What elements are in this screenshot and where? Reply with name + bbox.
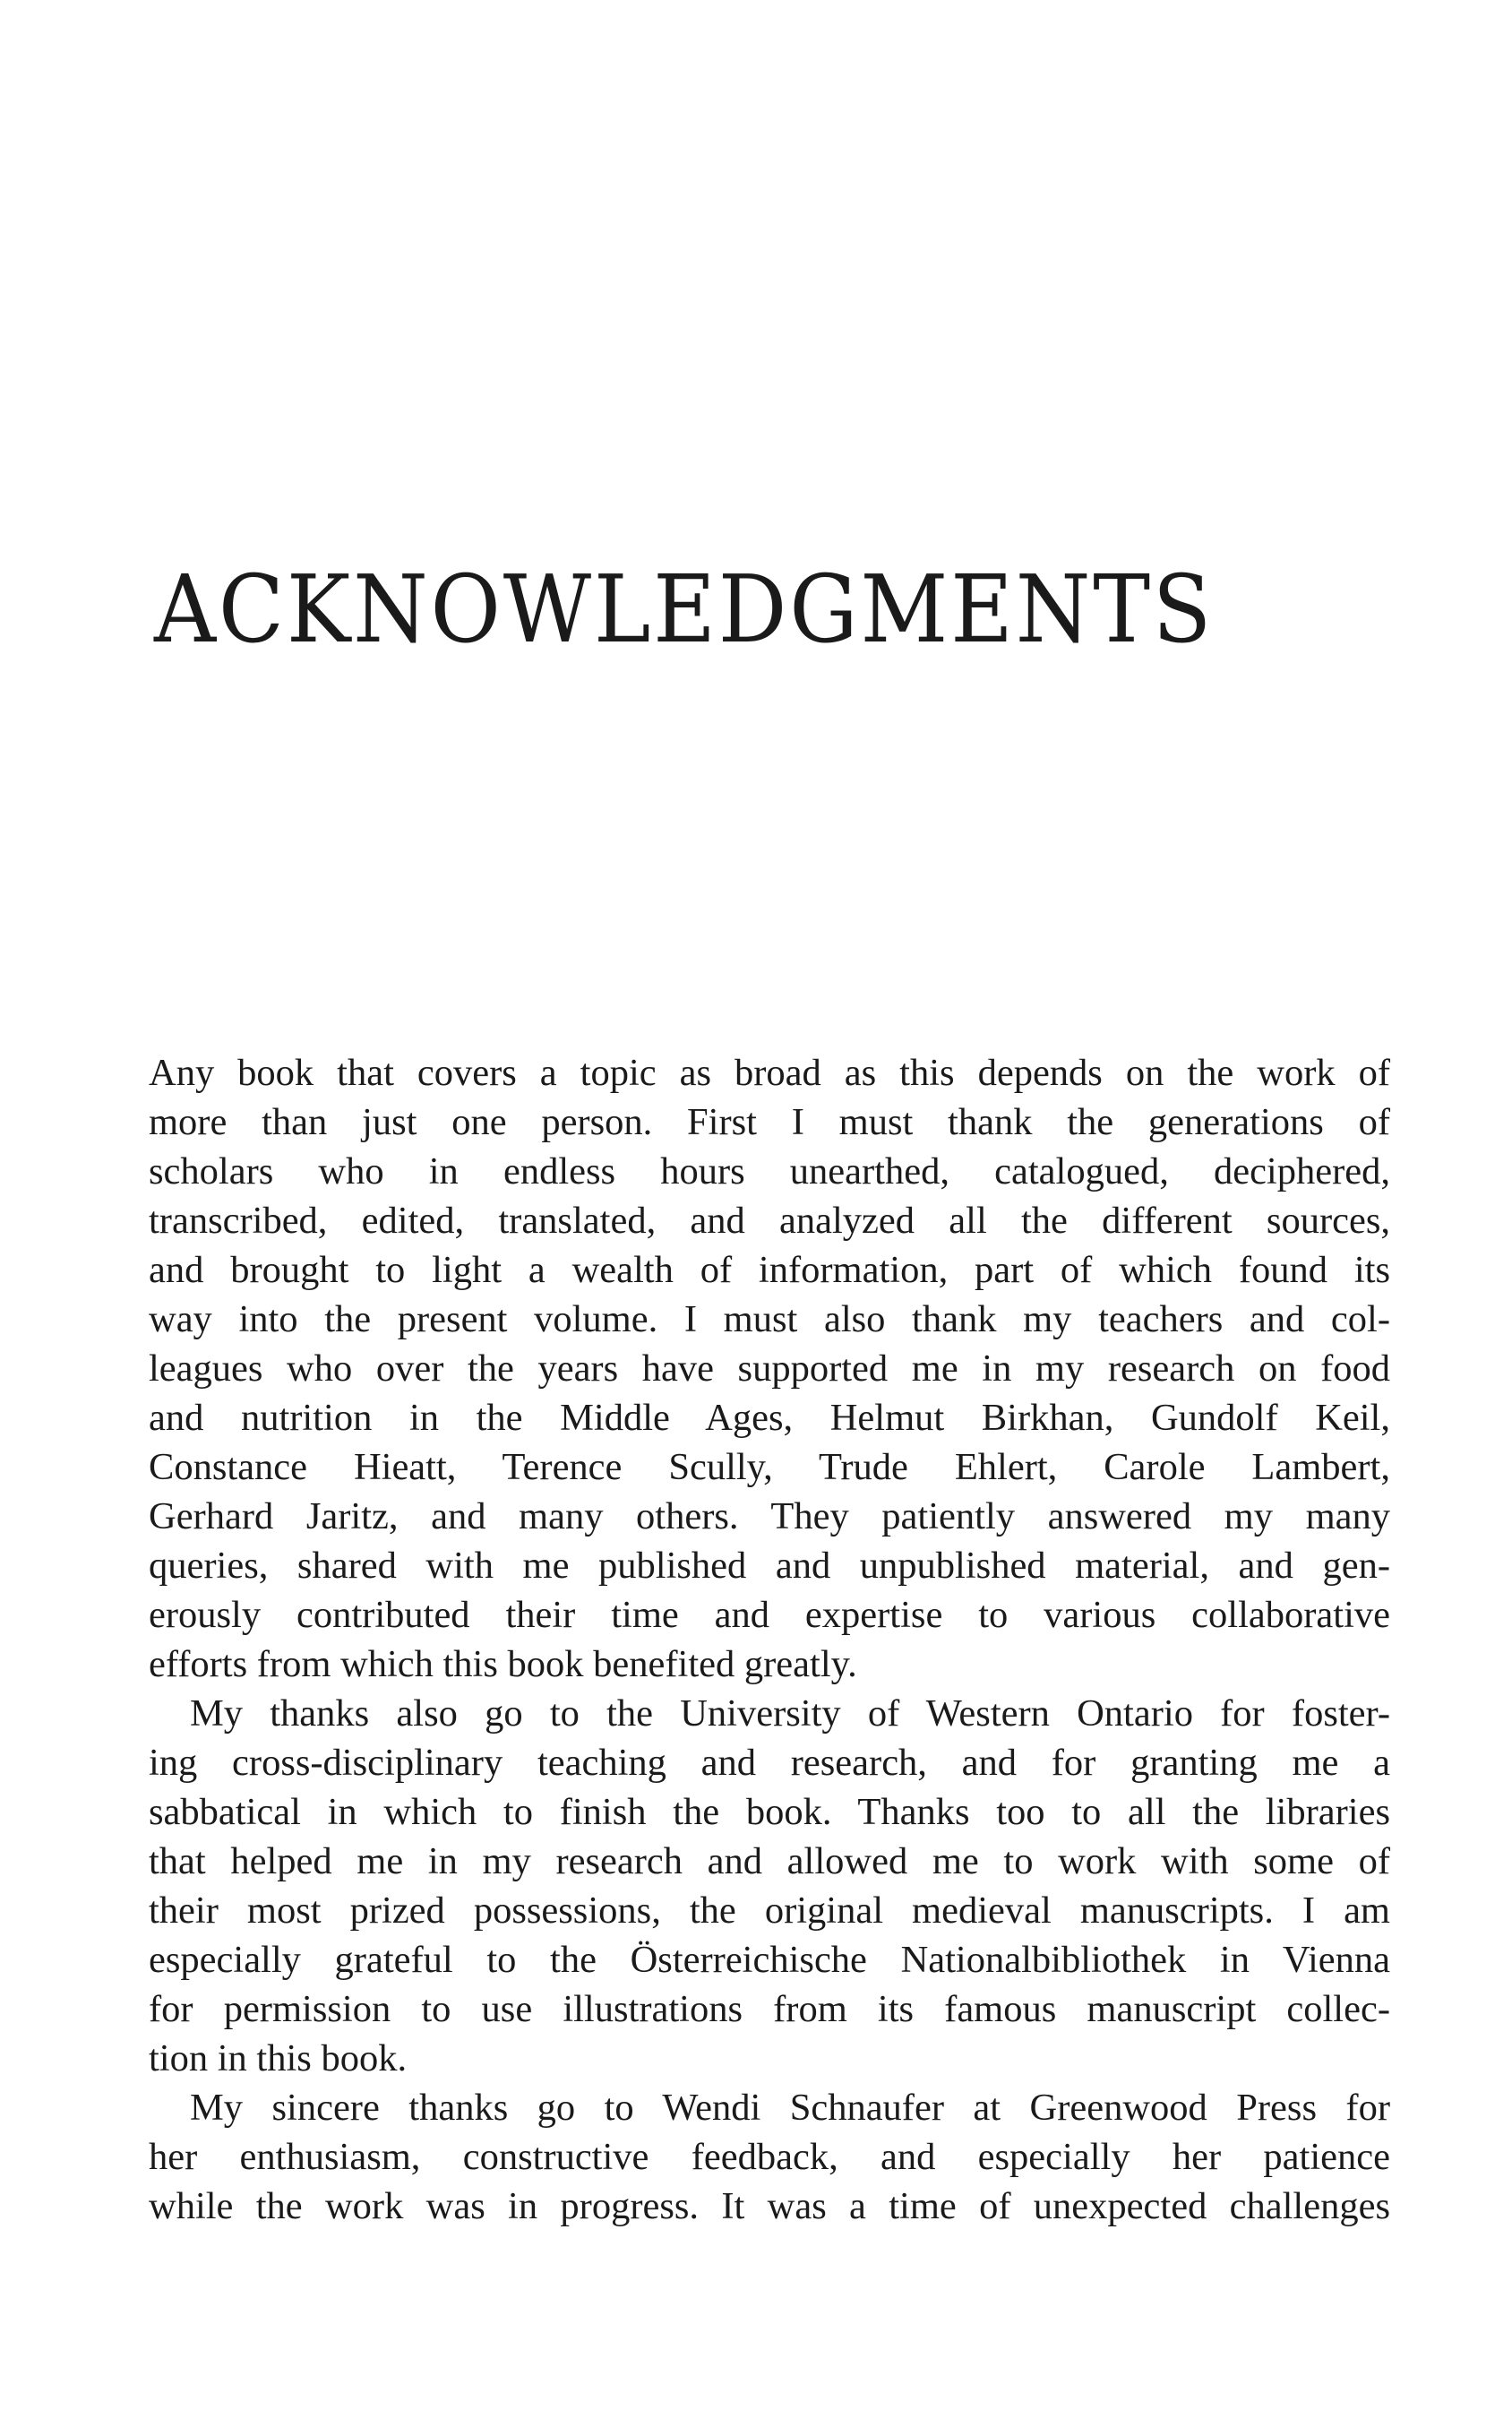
paragraph-3 (149, 2083, 1390, 2231)
text-line: Any book that covers a topic as broad as this depends on the work of (149, 1052, 1390, 1094)
text-line: and brought to light a wealth of information, part of which found its (149, 1249, 1390, 1291)
paragraph-2 (149, 1689, 1390, 2083)
text-line: for permission to use illustrations from its famous manuscript collec- (149, 1988, 1390, 2030)
text-line: transcribed, edited, translated, and analyzed all the different sources, (149, 1200, 1390, 1242)
paragraph-1 (149, 1048, 1390, 1689)
body-text (149, 1048, 1390, 2231)
text-line: and nutrition in the Middle Ages, Helmut Birkhan, Gundolf Keil, (149, 1397, 1390, 1439)
text-line: My thanks also go to the University of Western Ontario for foster- (190, 1692, 1390, 1735)
text-line: Gerhard Jaritz, and many others. They patiently answered my many (149, 1495, 1390, 1537)
text-line: sabbatical in which to finish the book. Thanks too to all the libraries (149, 1791, 1390, 1833)
text-line: especially grateful to the Österreichische Nationalbibliothek in Vienna (149, 1939, 1390, 1981)
text-line: while the work was in progress. It was a time of unexpected challenges (149, 2185, 1390, 2227)
text-line: tion in this book. (149, 2037, 408, 2079)
text-line: My sincere thanks go to Wendi Schnaufer at Greenwood Press for (190, 2087, 1390, 2129)
text-line: way into the present volume. I must also thank my teachers and col- (149, 1298, 1390, 1340)
text-line: that helped me in my research and allowed me to work with some of (149, 1840, 1390, 1882)
text-line: efforts from which this book benefited greatly. (149, 1643, 857, 1685)
text-line: Constance Hieatt, Terence Scully, Trude Ehlert, Carole Lambert, (149, 1446, 1390, 1488)
text-line: leagues who over the years have supported me in my research on food (149, 1347, 1390, 1390)
text-line: her enthusiasm, constructive feedback, and especially her patience (149, 2136, 1390, 2178)
text-line: scholars who in endless hours unearthed, catalogued, deciphered, (149, 1150, 1390, 1192)
page-title: ACKNOWLEDGMENTS (154, 555, 1215, 664)
text-line: their most prized possessions, the original medieval manuscripts. I am (149, 1890, 1390, 1932)
text-line: more than just one person. First I must thank the generations of (149, 1101, 1390, 1143)
text-line: ing cross-disciplinary teaching and research, and for granting me a (149, 1742, 1390, 1784)
text-line: queries, shared with me published and unpublished material, and gen- (149, 1545, 1390, 1587)
text-line: erously contributed their time and expertise to various collaborative (149, 1594, 1390, 1636)
